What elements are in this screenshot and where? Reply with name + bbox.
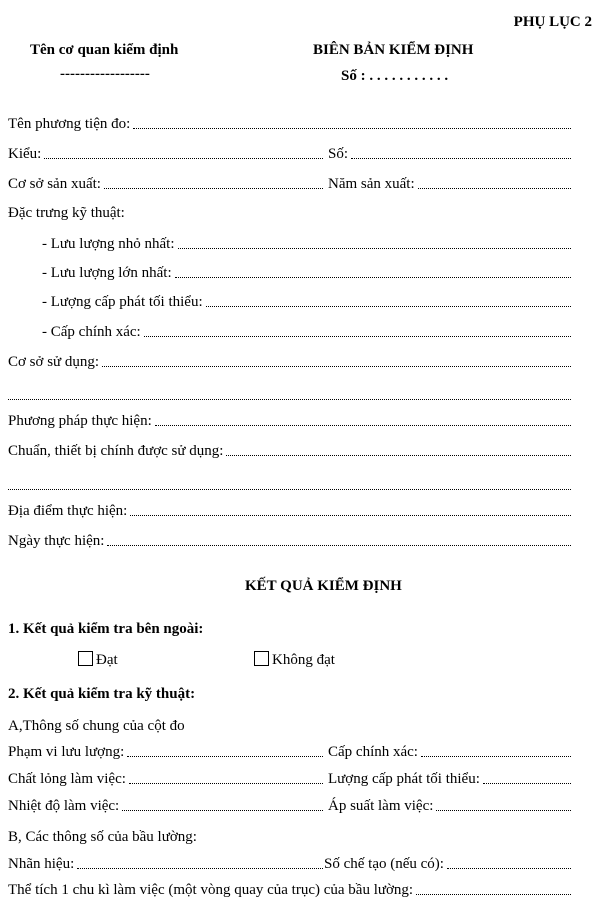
type-label: Kiểu: (8, 146, 42, 162)
working-liquid-line (129, 782, 323, 784)
appendix-label: PHỤ LỤC 2 (513, 14, 592, 30)
cycle-volume-label: Thể tích 1 chu kì làm việc (một vòng quay của trục) của bầu lường: (8, 882, 414, 898)
type-field[interactable] (8, 146, 324, 163)
type-line (44, 157, 323, 159)
standards-line-2[interactable] (8, 488, 571, 490)
fail-label: Không đạt (272, 652, 335, 668)
year-line (418, 187, 571, 189)
standards-line (226, 454, 571, 456)
max-flow-field[interactable] (42, 265, 572, 282)
agency-dashes: ------------------ (60, 66, 150, 82)
date-line (107, 544, 571, 546)
user-line-2[interactable] (8, 398, 571, 400)
working-pressure-field[interactable] (328, 798, 572, 815)
specs-label: Đặc trưng kỹ thuật: (8, 205, 125, 221)
results-title: KẾT QUẢ KIỂM ĐỊNH (245, 578, 402, 594)
user-label: Cơ sở sử dụng: (8, 354, 100, 370)
fail-option[interactable] (254, 651, 335, 669)
accuracy-label: - Cấp chính xác: (42, 324, 141, 340)
standards-label: Chuẩn, thiết bị chính được sử dụng: (8, 443, 224, 459)
document-number: Số : . . . . . . . . . . . (341, 68, 449, 84)
device-name-line (133, 127, 571, 129)
serial-no-line (447, 867, 571, 869)
date-label: Ngày thực hiện: (8, 533, 105, 549)
flow-range-line (127, 755, 323, 757)
brand-line (77, 867, 323, 869)
manufacturer-label: Cơ sở sản xuất: (8, 176, 101, 192)
accuracy-class-field[interactable] (328, 744, 572, 761)
device-name-field[interactable] (8, 116, 572, 133)
document-title: BIÊN BẢN KIỂM ĐỊNH (313, 42, 474, 58)
pass-checkbox[interactable] (78, 651, 93, 666)
working-temp-label: Nhiệt độ làm việc: (8, 798, 120, 814)
working-temp-field[interactable] (8, 798, 324, 815)
working-temp-line (122, 809, 323, 811)
flow-range-field[interactable] (8, 744, 324, 761)
min-flow-line (178, 247, 571, 249)
method-line (155, 424, 571, 426)
fail-checkbox[interactable] (254, 651, 269, 666)
user-line (102, 365, 571, 367)
location-label: Địa điểm thực hiện: (8, 503, 128, 519)
min-flow-label: - Lưu lượng nhỏ nhất: (42, 236, 175, 252)
min-dispense-result-field[interactable] (328, 771, 572, 788)
serial-field[interactable] (328, 146, 572, 163)
serial-no-field[interactable] (324, 856, 572, 873)
working-liquid-field[interactable] (8, 771, 324, 788)
year-label: Năm sản xuất: (328, 176, 415, 192)
method-field[interactable] (8, 413, 572, 430)
standards-field[interactable] (8, 443, 572, 460)
date-field[interactable] (8, 533, 572, 550)
manufacturer-line (104, 187, 323, 189)
working-liquid-label: Chất lỏng làm việc: (8, 771, 126, 787)
method-label: Phương pháp thực hiện: (8, 413, 152, 429)
working-pressure-line (436, 809, 571, 811)
accuracy-class-line (421, 755, 571, 757)
year-field[interactable] (328, 176, 572, 193)
cycle-volume-field[interactable] (8, 882, 572, 899)
subsection-a: A,Thông số chung của cột đo (8, 718, 185, 734)
min-dispense-result-label: Lượng cấp phát tối thiểu: (328, 771, 480, 787)
max-flow-label: - Lưu lượng lớn nhất: (42, 265, 172, 281)
max-flow-line (175, 276, 571, 278)
cycle-volume-line (416, 893, 571, 895)
location-line (130, 514, 571, 516)
device-name-label: Tên phương tiện đo: (8, 116, 131, 132)
user-field[interactable] (8, 354, 572, 371)
min-dispense-line (206, 305, 571, 307)
subsection-b: B, Các thông số của bầu lường: (8, 829, 197, 845)
serial-no-label: Số chế tạo (nếu có): (324, 856, 444, 872)
accuracy-line (144, 335, 571, 337)
section2-title: 2. Kết quả kiểm tra kỹ thuật: (8, 686, 196, 702)
serial-line (351, 157, 571, 159)
brand-field[interactable] (8, 856, 324, 873)
serial-label: Số: (328, 146, 349, 162)
location-field[interactable] (8, 503, 572, 520)
pass-option[interactable] (78, 651, 118, 669)
manufacturer-field[interactable] (8, 176, 324, 193)
pass-label: Đạt (96, 652, 118, 668)
accuracy-class-label: Cấp chính xác: (328, 744, 418, 760)
working-pressure-label: Áp suất làm việc: (328, 798, 434, 814)
min-dispense-field[interactable] (42, 294, 572, 311)
min-dispense-label: - Lượng cấp phát tối thiểu: (42, 294, 203, 310)
agency-name: Tên cơ quan kiểm định (30, 42, 179, 58)
brand-label: Nhãn hiệu: (8, 856, 75, 872)
accuracy-field[interactable] (42, 324, 572, 341)
min-dispense-result-line (483, 782, 571, 784)
min-flow-field[interactable] (42, 236, 572, 253)
flow-range-label: Phạm vi lưu lượng: (8, 744, 125, 760)
section1-title: 1. Kết quả kiểm tra bên ngoài: (8, 621, 204, 637)
